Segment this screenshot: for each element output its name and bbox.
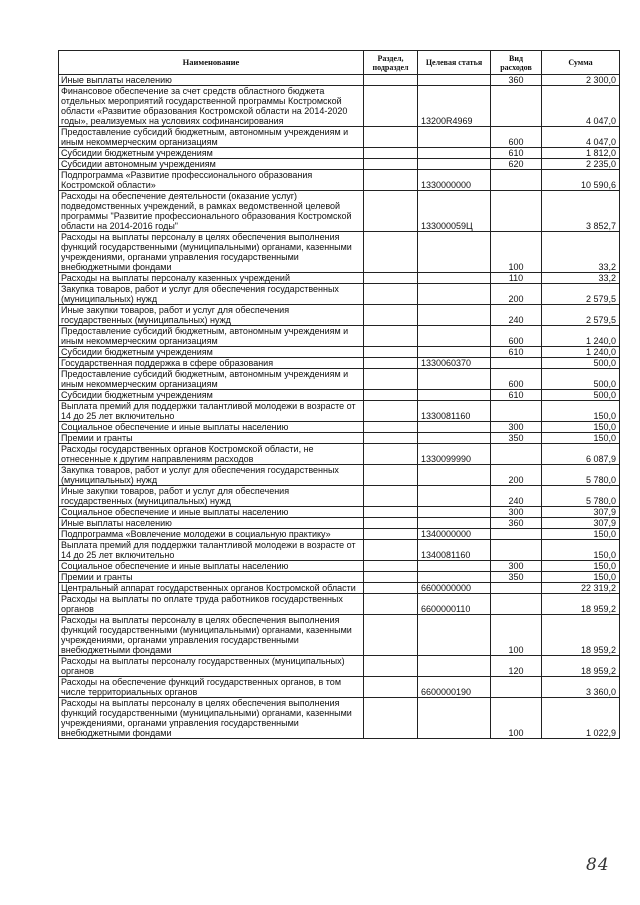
cell-sum: 1 240,0 [542,347,620,358]
cell-name: Центральный аппарат государственных органов Костромской области [59,583,364,594]
cell-sum: 18 959,2 [542,615,620,656]
cell-name: Иные выплаты населению [59,518,364,529]
table-row [59,615,620,656]
cell-name: Финансовое обеспечение за счет средств областного бюджета отдельных мероприятий государственной программы Костромской области «Развитие образования Костромской области на 2014-2020 годы», реализуемых на условиях софинансирования [59,86,364,127]
cell-section [364,390,418,401]
cell-code [418,273,491,284]
cell-section [364,572,418,583]
cell-kind [491,594,542,615]
cell-sum: 150,0 [542,433,620,444]
cell-sum: 150,0 [542,401,620,422]
header-sum: Сумма [542,51,620,75]
cell-section [364,401,418,422]
table-row [59,656,620,677]
cell-sum: 5 780,0 [542,486,620,507]
table-row [59,507,620,518]
cell-kind: 300 [491,561,542,572]
table-row [59,232,620,273]
table-row [59,191,620,232]
cell-code [418,326,491,347]
table-row [59,486,620,507]
cell-kind: 620 [491,159,542,170]
table-row [59,518,620,529]
cell-sum: 150,0 [542,540,620,561]
cell-name: Иные выплаты населению [59,75,364,86]
cell-name: Расходы государственных органов Костромской области, не отнесенные к другим направлениям расходов [59,444,364,465]
cell-name: Иные закупки товаров, работ и услуг для обеспечения государственных (муниципальных) нужд [59,486,364,507]
cell-sum: 6 087,9 [542,444,620,465]
cell-sum: 3 852,7 [542,191,620,232]
cell-sum: 4 047,0 [542,86,620,127]
cell-section [364,433,418,444]
cell-kind: 300 [491,422,542,433]
cell-section [364,594,418,615]
cell-kind: 600 [491,369,542,390]
table-row [59,390,620,401]
table-row [59,159,620,170]
cell-kind [491,583,542,594]
cell-section [364,507,418,518]
cell-code [418,656,491,677]
cell-code: 6600000190 [418,677,491,698]
cell-name: Предоставление субсидий бюджетным, автономным учреждениям и иным некоммерческим организациям [59,369,364,390]
cell-name: Премии и гранты [59,572,364,583]
cell-kind: 100 [491,698,542,739]
table-row [59,358,620,369]
cell-code [418,507,491,518]
cell-section [364,191,418,232]
cell-sum: 1 240,0 [542,326,620,347]
cell-name: Расходы на выплаты персоналу в целях обеспечения выполнения функций государственными (муниципальными) органами, казенными учреждениями, органами управления государственными внебюджетными фондами [59,698,364,739]
cell-code: 1330081160 [418,401,491,422]
cell-sum: 33,2 [542,273,620,284]
cell-section [364,486,418,507]
cell-code [418,698,491,739]
table-row [59,433,620,444]
cell-kind: 240 [491,486,542,507]
cell-kind [491,540,542,561]
cell-section [364,284,418,305]
table-row [59,305,620,326]
cell-sum: 33,2 [542,232,620,273]
cell-code [418,305,491,326]
cell-sum: 22 319,2 [542,583,620,594]
header-kind: Вид расходов [491,51,542,75]
cell-name: Премии и гранты [59,433,364,444]
cell-kind: 100 [491,615,542,656]
header-code: Целевая статья [418,51,491,75]
cell-kind: 360 [491,75,542,86]
cell-sum: 3 360,0 [542,677,620,698]
cell-code: 6600000110 [418,594,491,615]
table-row [59,698,620,739]
cell-kind: 600 [491,326,542,347]
cell-section [364,615,418,656]
table-row [59,465,620,486]
cell-name: Предоставление субсидий бюджетным, автономным учреждениям и иным некоммерческим организациям [59,326,364,347]
table-body [59,75,620,739]
cell-name: Расходы на выплаты персоналу казенных учреждений [59,273,364,284]
cell-section [364,561,418,572]
cell-sum: 150,0 [542,529,620,540]
header-name: Наименование [59,51,364,75]
cell-name: Расходы на выплаты по оплате труда работников государственных органов [59,594,364,615]
table-row [59,594,620,615]
table-row [59,347,620,358]
cell-section [364,444,418,465]
cell-code [418,561,491,572]
cell-name: Выплата премий для поддержки талантливой молодежи в возрасте от 14 до 25 лет включительно [59,401,364,422]
cell-sum: 150,0 [542,572,620,583]
cell-kind [491,677,542,698]
cell-sum: 4 047,0 [542,127,620,148]
cell-sum: 500,0 [542,358,620,369]
table-row [59,369,620,390]
cell-code: 133000059Ц [418,191,491,232]
table-row [59,401,620,422]
cell-name: Расходы на выплаты персоналу государственных (муниципальных) органов [59,656,364,677]
cell-sum: 18 959,2 [542,656,620,677]
table-row [59,444,620,465]
cell-code [418,486,491,507]
cell-kind: 360 [491,518,542,529]
table-row [59,127,620,148]
header-section: Раздел, подраздел [364,51,418,75]
cell-section [364,148,418,159]
cell-section [364,698,418,739]
cell-kind: 610 [491,347,542,358]
cell-kind [491,444,542,465]
cell-code [418,390,491,401]
cell-name: Расходы на выплаты персоналу в целях обеспечения выполнения функций государственными (муниципальными) органами, казенными учреждениями, органами управления государственными внебюджетными фондами [59,615,364,656]
cell-name: Социальное обеспечение и иные выплаты населению [59,561,364,572]
cell-kind: 610 [491,390,542,401]
cell-name: Государственная поддержка в сфере образования [59,358,364,369]
cell-section [364,86,418,127]
cell-section [364,75,418,86]
cell-kind: 100 [491,232,542,273]
table-row [59,561,620,572]
cell-sum: 10 590,6 [542,170,620,191]
cell-section [364,465,418,486]
cell-code [418,369,491,390]
cell-code [418,232,491,273]
table-row [59,284,620,305]
cell-name: Закупка товаров, работ и услуг для обеспечения государственных (муниципальных) нужд [59,284,364,305]
cell-section [364,583,418,594]
table-row [59,148,620,159]
table-row [59,583,620,594]
cell-name: Закупка товаров, работ и услуг для обеспечения государственных (муниципальных) нужд [59,465,364,486]
cell-section [364,656,418,677]
cell-section [364,529,418,540]
cell-name: Расходы на выплаты персоналу в целях обеспечения выполнения функций государственными (муниципальными) органами, казенными учреждениями, органами управления государственными внебюджетными фондами [59,232,364,273]
cell-sum: 150,0 [542,422,620,433]
table-row [59,170,620,191]
cell-name: Субсидии автономным учреждениям [59,159,364,170]
budget-table-sheet [58,50,619,739]
cell-code: 1330099990 [418,444,491,465]
cell-section [364,540,418,561]
table-row [59,75,620,86]
cell-code: 13200R4969 [418,86,491,127]
cell-name: Расходы на обеспечение деятельности (оказание услуг) подведомственных учреждений, в рамках ведомственной целевой программы "Развитие профессионального образования Костромской области на 2014-2016 годы" [59,191,364,232]
cell-section [364,170,418,191]
cell-section [364,305,418,326]
table-header-row [59,51,620,75]
cell-code [418,347,491,358]
cell-section [364,677,418,698]
budget-table [58,50,620,739]
cell-name: Субсидии бюджетным учреждениям [59,390,364,401]
cell-name: Субсидии бюджетным учреждениям [59,148,364,159]
cell-name: Подпрограмма «Развитие профессионального образования Костромской области» [59,170,364,191]
cell-code: 6600000000 [418,583,491,594]
cell-kind [491,170,542,191]
cell-kind: 120 [491,656,542,677]
table-row [59,86,620,127]
cell-section [364,369,418,390]
page-number: 84 [586,855,610,875]
cell-section [364,518,418,529]
cell-sum: 5 780,0 [542,465,620,486]
cell-kind [491,401,542,422]
cell-code: 1340081160 [418,540,491,561]
cell-kind [491,191,542,232]
cell-section [364,326,418,347]
cell-name: Социальное обеспечение и иные выплаты населению [59,422,364,433]
cell-code [418,615,491,656]
cell-kind [491,358,542,369]
cell-code [418,127,491,148]
cell-section [364,273,418,284]
cell-code [418,148,491,159]
cell-sum: 500,0 [542,390,620,401]
cell-code [418,465,491,486]
cell-section [364,347,418,358]
cell-sum: 500,0 [542,369,620,390]
cell-kind: 600 [491,127,542,148]
cell-sum: 18 959,2 [542,594,620,615]
cell-name: Социальное обеспечение и иные выплаты населению [59,507,364,518]
cell-section [364,422,418,433]
cell-sum: 2 579,5 [542,284,620,305]
table-row [59,572,620,583]
cell-code [418,422,491,433]
cell-kind: 350 [491,433,542,444]
cell-name: Субсидии бюджетным учреждениям [59,347,364,358]
cell-sum: 2 235,0 [542,159,620,170]
cell-kind: 110 [491,273,542,284]
cell-sum: 307,9 [542,507,620,518]
cell-kind: 240 [491,305,542,326]
table-row [59,529,620,540]
table-row [59,540,620,561]
cell-sum: 1 812,0 [542,148,620,159]
cell-code: 1330000000 [418,170,491,191]
cell-code [418,433,491,444]
cell-sum: 1 022,9 [542,698,620,739]
cell-kind: 300 [491,507,542,518]
cell-code [418,159,491,170]
table-row [59,677,620,698]
table-row [59,273,620,284]
cell-sum: 307,9 [542,518,620,529]
cell-name: Выплата премий для поддержки талантливой молодежи в возрасте от 14 до 25 лет включительно [59,540,364,561]
cell-sum: 150,0 [542,561,620,572]
cell-sum: 2 579,5 [542,305,620,326]
cell-code: 1330060370 [418,358,491,369]
cell-kind [491,86,542,127]
cell-section [364,358,418,369]
cell-name: Подпрограмма «Вовлечение молодежи в социальную практику» [59,529,364,540]
cell-name: Предоставление субсидий бюджетным, автономным учреждениям и иным некоммерческим организациям [59,127,364,148]
cell-kind: 200 [491,284,542,305]
cell-code: 1340000000 [418,529,491,540]
table-row [59,422,620,433]
cell-kind: 200 [491,465,542,486]
cell-name: Расходы на обеспечение функций государственных органов, в том числе территориальных органов [59,677,364,698]
cell-kind: 610 [491,148,542,159]
table-row [59,326,620,347]
cell-kind [491,529,542,540]
cell-code [418,284,491,305]
cell-section [364,127,418,148]
cell-code [418,75,491,86]
cell-code [418,518,491,529]
cell-name: Иные закупки товаров, работ и услуг для обеспечения государственных (муниципальных) нужд [59,305,364,326]
cell-code [418,572,491,583]
cell-section [364,159,418,170]
cell-section [364,232,418,273]
cell-sum: 2 300,0 [542,75,620,86]
cell-kind: 350 [491,572,542,583]
